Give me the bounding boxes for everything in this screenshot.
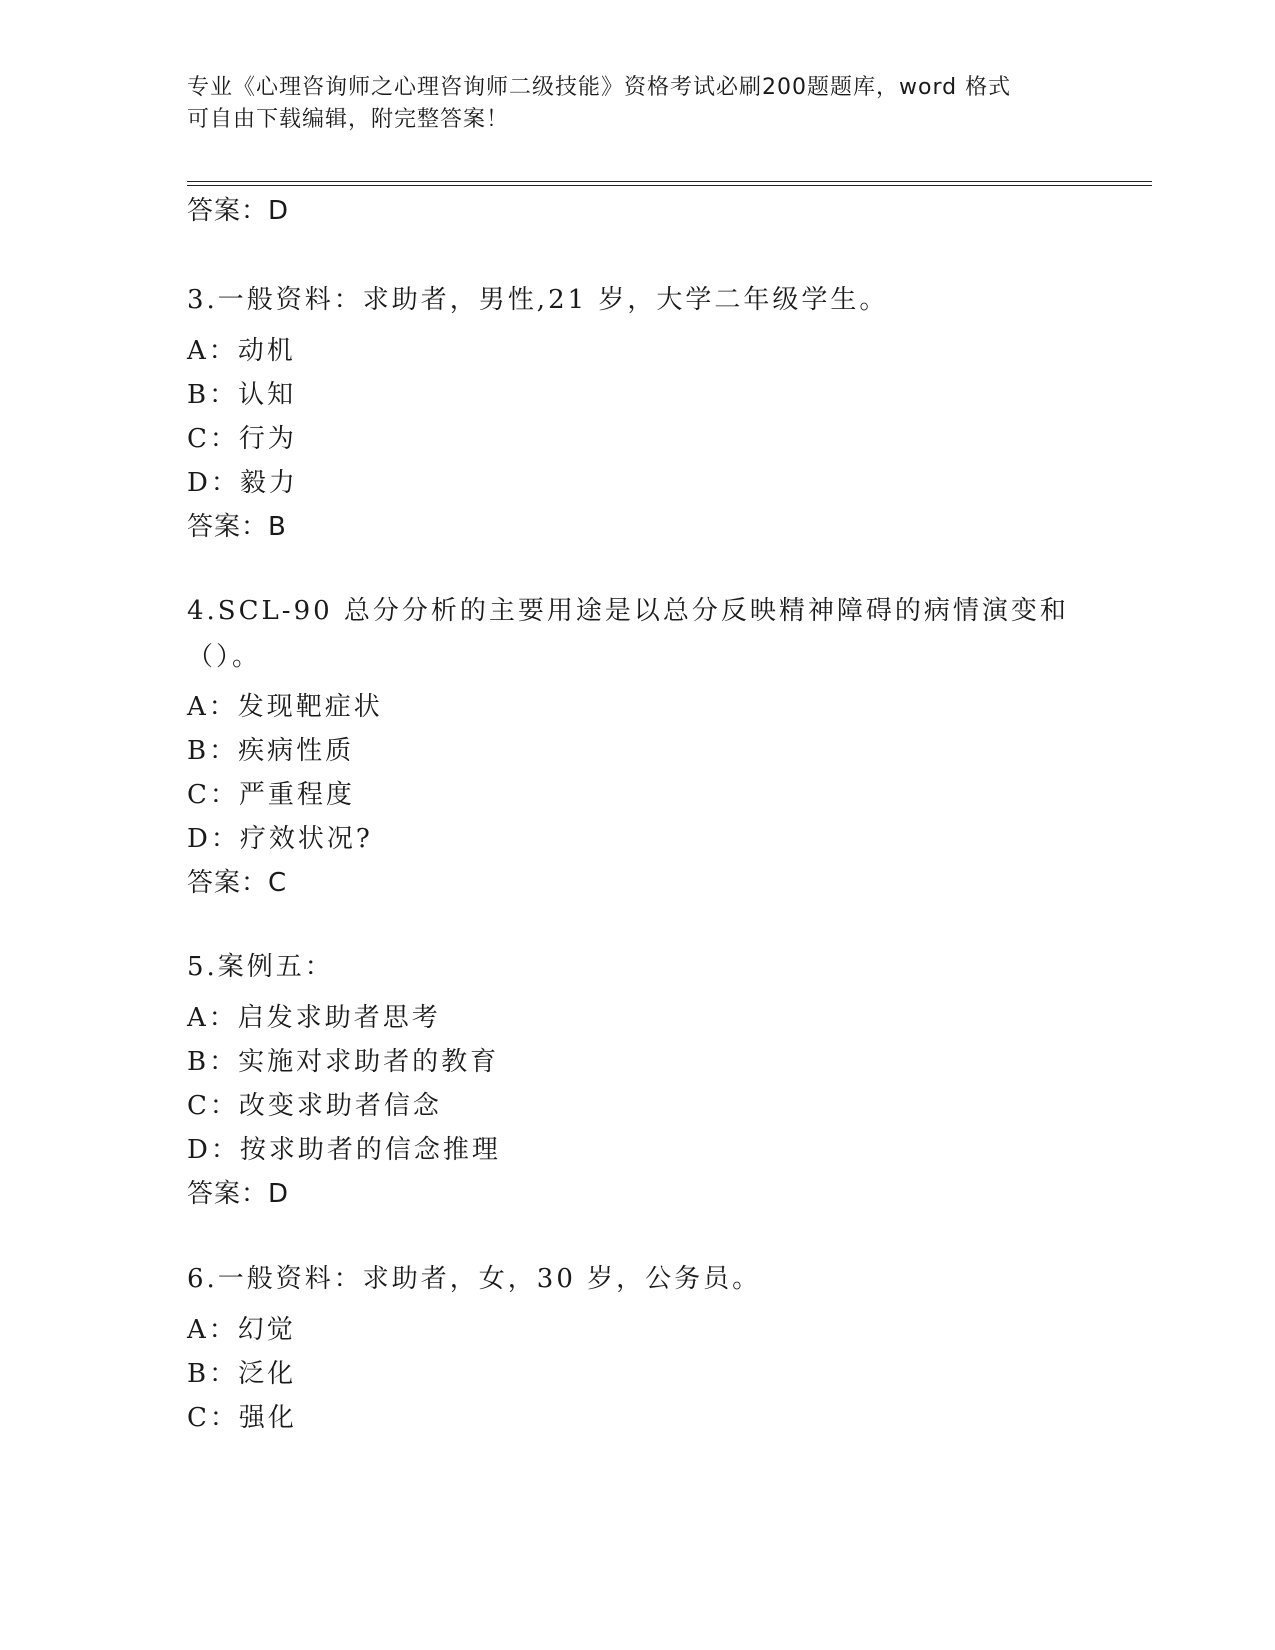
- question-3-option-d: D：毅力: [187, 468, 298, 498]
- question-3-option-a: A：动机: [187, 336, 296, 366]
- question-5-option-b: B：实施对求助者的教育: [187, 1047, 500, 1077]
- header-rule-bottom: [187, 185, 1152, 186]
- question-4-text: 4.SCL-90 总分分析的主要用途是以总分反映精神障碍的病情演变和（）。: [187, 596, 1069, 672]
- header-line-2: 可自由下载编辑，附完整答案！: [187, 107, 510, 132]
- question-3-option-b: B：认知: [187, 380, 297, 410]
- question-4-option-c: C：严重程度: [187, 780, 355, 810]
- question-6-option-c: C：强化: [187, 1403, 297, 1433]
- question-3-option-c: C：行为: [187, 424, 297, 454]
- question-4-answer: 答案：C: [187, 868, 288, 898]
- question-5-answer: 答案：D: [187, 1179, 290, 1209]
- question-5-option-a: A：启发求助者思考: [187, 1003, 441, 1033]
- question-3-text: 3.一般资料：求助者，男性,21 岁，大学二年级学生。: [187, 285, 889, 315]
- header-rule-top: [187, 181, 1152, 182]
- question-6-text: 6.一般资料：求助者，女，30 岁，公务员。: [187, 1264, 762, 1294]
- document-header: [187, 72, 1087, 136]
- question-4-option-a: A：发现靶症状: [187, 692, 383, 722]
- question-6-option-a: A：幻觉: [187, 1315, 296, 1345]
- question-5-option-d: D：按求助者的信念推理: [187, 1135, 501, 1165]
- question-6-option-b: B：泛化: [187, 1359, 297, 1389]
- question-4-option-b: B：疾病性质: [187, 736, 355, 766]
- previous-answer: 答案：D: [187, 196, 290, 226]
- question-4-option-d: D：疗效状况?: [187, 824, 373, 854]
- question-5-text: 5.案例五：: [187, 952, 334, 982]
- header-line-1: 专业《心理咨询师之心理咨询师二级技能》资格考试必刷200题题库，word 格式: [187, 75, 1012, 100]
- question-3-answer: 答案：B: [187, 512, 287, 542]
- question-5-option-c: C：改变求助者信念: [187, 1091, 442, 1121]
